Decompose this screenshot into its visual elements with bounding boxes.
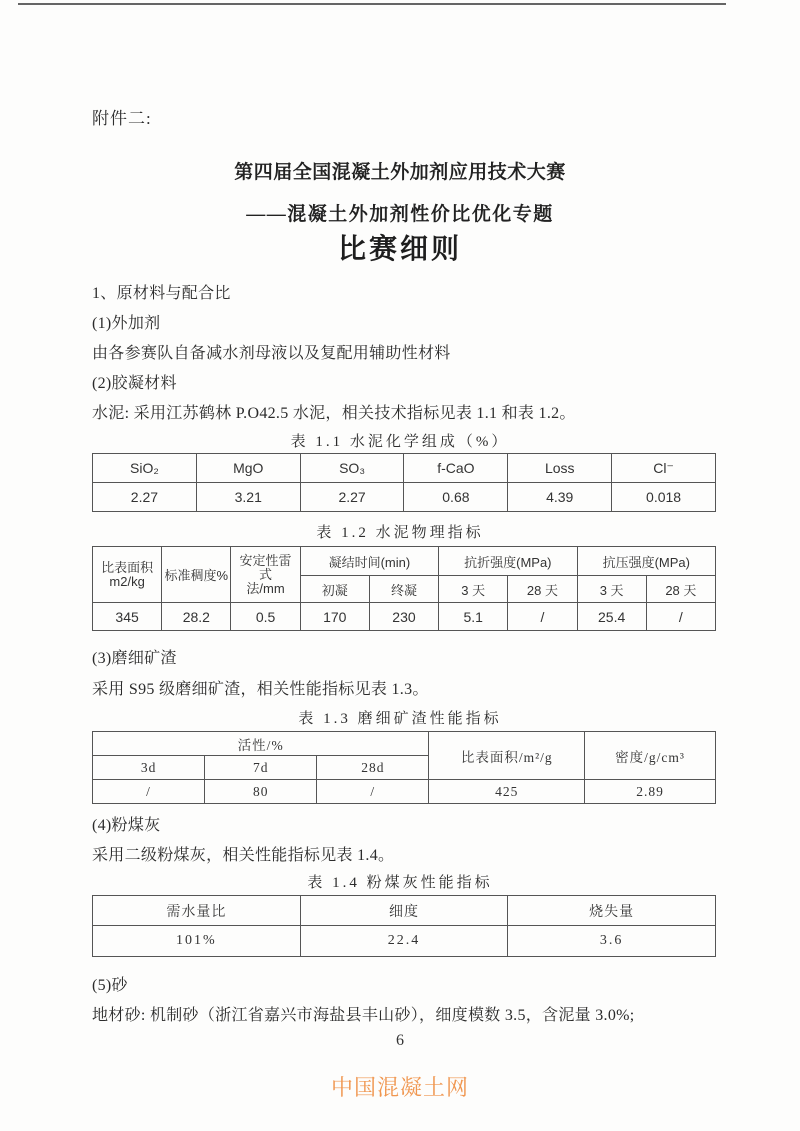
- table-header-cell: MgO: [196, 454, 300, 483]
- table-header-cell: 比表面积/m²/g: [429, 732, 585, 780]
- table-1-1-cement-chemistry: [92, 453, 716, 512]
- table-header-cell: 抗压强度(MPa): [577, 547, 715, 576]
- table-1-4-caption: 表 1.4 粉煤灰性能指标: [307, 875, 493, 891]
- table-data-cell: 0.018: [612, 483, 716, 512]
- attachment-label: 附件二:: [92, 109, 152, 128]
- document-subtitle: ——混凝土外加剂性价比优化专题: [246, 204, 554, 225]
- table-1-3-caption: 表 1.3 磨细矿渣性能指标: [298, 711, 502, 727]
- table-data-cell: 28.2: [162, 603, 231, 631]
- table-data-cell: 22.4: [300, 926, 508, 957]
- table-row: [93, 896, 716, 926]
- table-data-cell: 0.68: [404, 483, 508, 512]
- table-header-cell: Cl⁻: [612, 454, 716, 483]
- scan-edge-artifact: [18, 3, 726, 5]
- item-4-body: 采用二级粉煤灰，相关性能指标见表 1.4。: [92, 847, 395, 864]
- table-1-1-caption: 表 1.1 水泥化学组成（%）: [290, 434, 510, 450]
- table-header-cell: f-CaO: [404, 454, 508, 483]
- header-line: 比表面积: [101, 559, 154, 575]
- table-header-cell: 标准稠度%: [162, 547, 231, 603]
- item-1-heading: (1)外加剂: [92, 315, 161, 332]
- table-row: [93, 454, 716, 483]
- table-row: [93, 926, 716, 957]
- table-header-cell: SiO₂: [93, 454, 197, 483]
- table-header-cell: 凝结时间(min): [300, 547, 438, 576]
- table-header-cell: 7d: [205, 756, 317, 780]
- table-1-2-caption: 表 1.2 水泥物理指标: [316, 525, 484, 541]
- table-data-cell: 25.4: [577, 603, 646, 631]
- table-data-cell: 101%: [93, 926, 301, 957]
- table-row: [93, 603, 716, 631]
- table-row: [93, 483, 716, 512]
- table-header-cell: 初凝: [300, 576, 369, 603]
- table-header-cell: 终凝: [369, 576, 438, 603]
- table-data-cell: 80: [205, 780, 317, 804]
- table-header-cell: 28 天: [508, 576, 577, 603]
- table-data-cell: 3.21: [196, 483, 300, 512]
- table-header-cell: SO₃: [300, 454, 404, 483]
- header-line: 法/mm: [246, 580, 285, 596]
- table-header-cell: 抗折强度(MPa): [439, 547, 577, 576]
- table-data-cell: 2.27: [300, 483, 404, 512]
- table-data-cell: 3.6: [508, 926, 716, 957]
- item-3-heading: (3)磨细矿渣: [92, 650, 177, 667]
- table-header-cell: 3 天: [577, 576, 646, 603]
- page-number: 6: [396, 1032, 404, 1049]
- table-data-cell: 2.89: [585, 780, 716, 804]
- table-header-cell: Loss: [508, 454, 612, 483]
- table-header-cell: 3 天: [439, 576, 508, 603]
- table-data-cell: 425: [429, 780, 585, 804]
- section-1-heading: 1、原材料与配合比: [92, 285, 231, 302]
- table-data-cell: 5.1: [439, 603, 508, 631]
- table-data-cell: 230: [369, 603, 438, 631]
- table-row: [93, 547, 716, 576]
- table-data-cell: /: [508, 603, 577, 631]
- table-header-cell: 需水量比: [93, 896, 301, 926]
- table-header-cell: [93, 547, 162, 603]
- header-line: 安定性雷式: [239, 552, 292, 582]
- table-data-cell: /: [93, 780, 205, 804]
- table-row: [93, 732, 716, 756]
- table-1-3-slag-performance: [92, 731, 716, 804]
- item-4-heading: (4)粉煤灰: [92, 817, 161, 834]
- footer-watermark: 中国混凝土网: [330, 1075, 469, 1100]
- table-header-cell: 28d: [317, 756, 429, 780]
- rules-heading: 比赛细则: [337, 234, 462, 265]
- table-data-cell: 170: [300, 603, 369, 631]
- item-3-body: 采用 S95 级磨细矿渣，相关性能指标见表 1.3。: [92, 681, 429, 698]
- table-header-cell: 密度/g/cm³: [585, 732, 716, 780]
- table-data-cell: 2.27: [93, 483, 197, 512]
- table-data-cell: /: [317, 780, 429, 804]
- item-2-body: 水泥: 采用江苏鹤林 P.O42.5 水泥，相关技术指标见表 1.1 和表 1.2。: [92, 405, 576, 422]
- table-header-cell: 细度: [300, 896, 508, 926]
- item-2-heading: (2)胶凝材料: [92, 375, 177, 392]
- table-data-cell: 345: [93, 603, 162, 631]
- table-header-cell: 烧失量: [508, 896, 716, 926]
- header-line: m2/kg: [109, 573, 145, 589]
- table-header-cell: 活性/%: [93, 732, 429, 756]
- item-5-body: 地材砂: 机制砂（浙江省嘉兴市海盐县丰山砂），细度模数 3.5，含泥量 3.0%;: [92, 1007, 635, 1024]
- table-1-4-flyash-performance: [92, 895, 716, 957]
- table-data-cell: 0.5: [231, 603, 300, 631]
- item-1-body: 由各参赛队自备减水剂母液以及复配用辅助性材料: [92, 345, 451, 362]
- table-data-cell: /: [646, 603, 715, 631]
- item-5-heading: (5)砂: [92, 977, 128, 994]
- table-header-cell: 3d: [93, 756, 205, 780]
- table-header-cell: [231, 547, 300, 603]
- table-row: [93, 780, 716, 804]
- table-1-2-cement-physical: [92, 546, 716, 631]
- document-title: 第四届全国混凝土外加剂应用技术大赛: [234, 162, 566, 183]
- table-header-cell: 28 天: [646, 576, 715, 603]
- table-data-cell: 4.39: [508, 483, 612, 512]
